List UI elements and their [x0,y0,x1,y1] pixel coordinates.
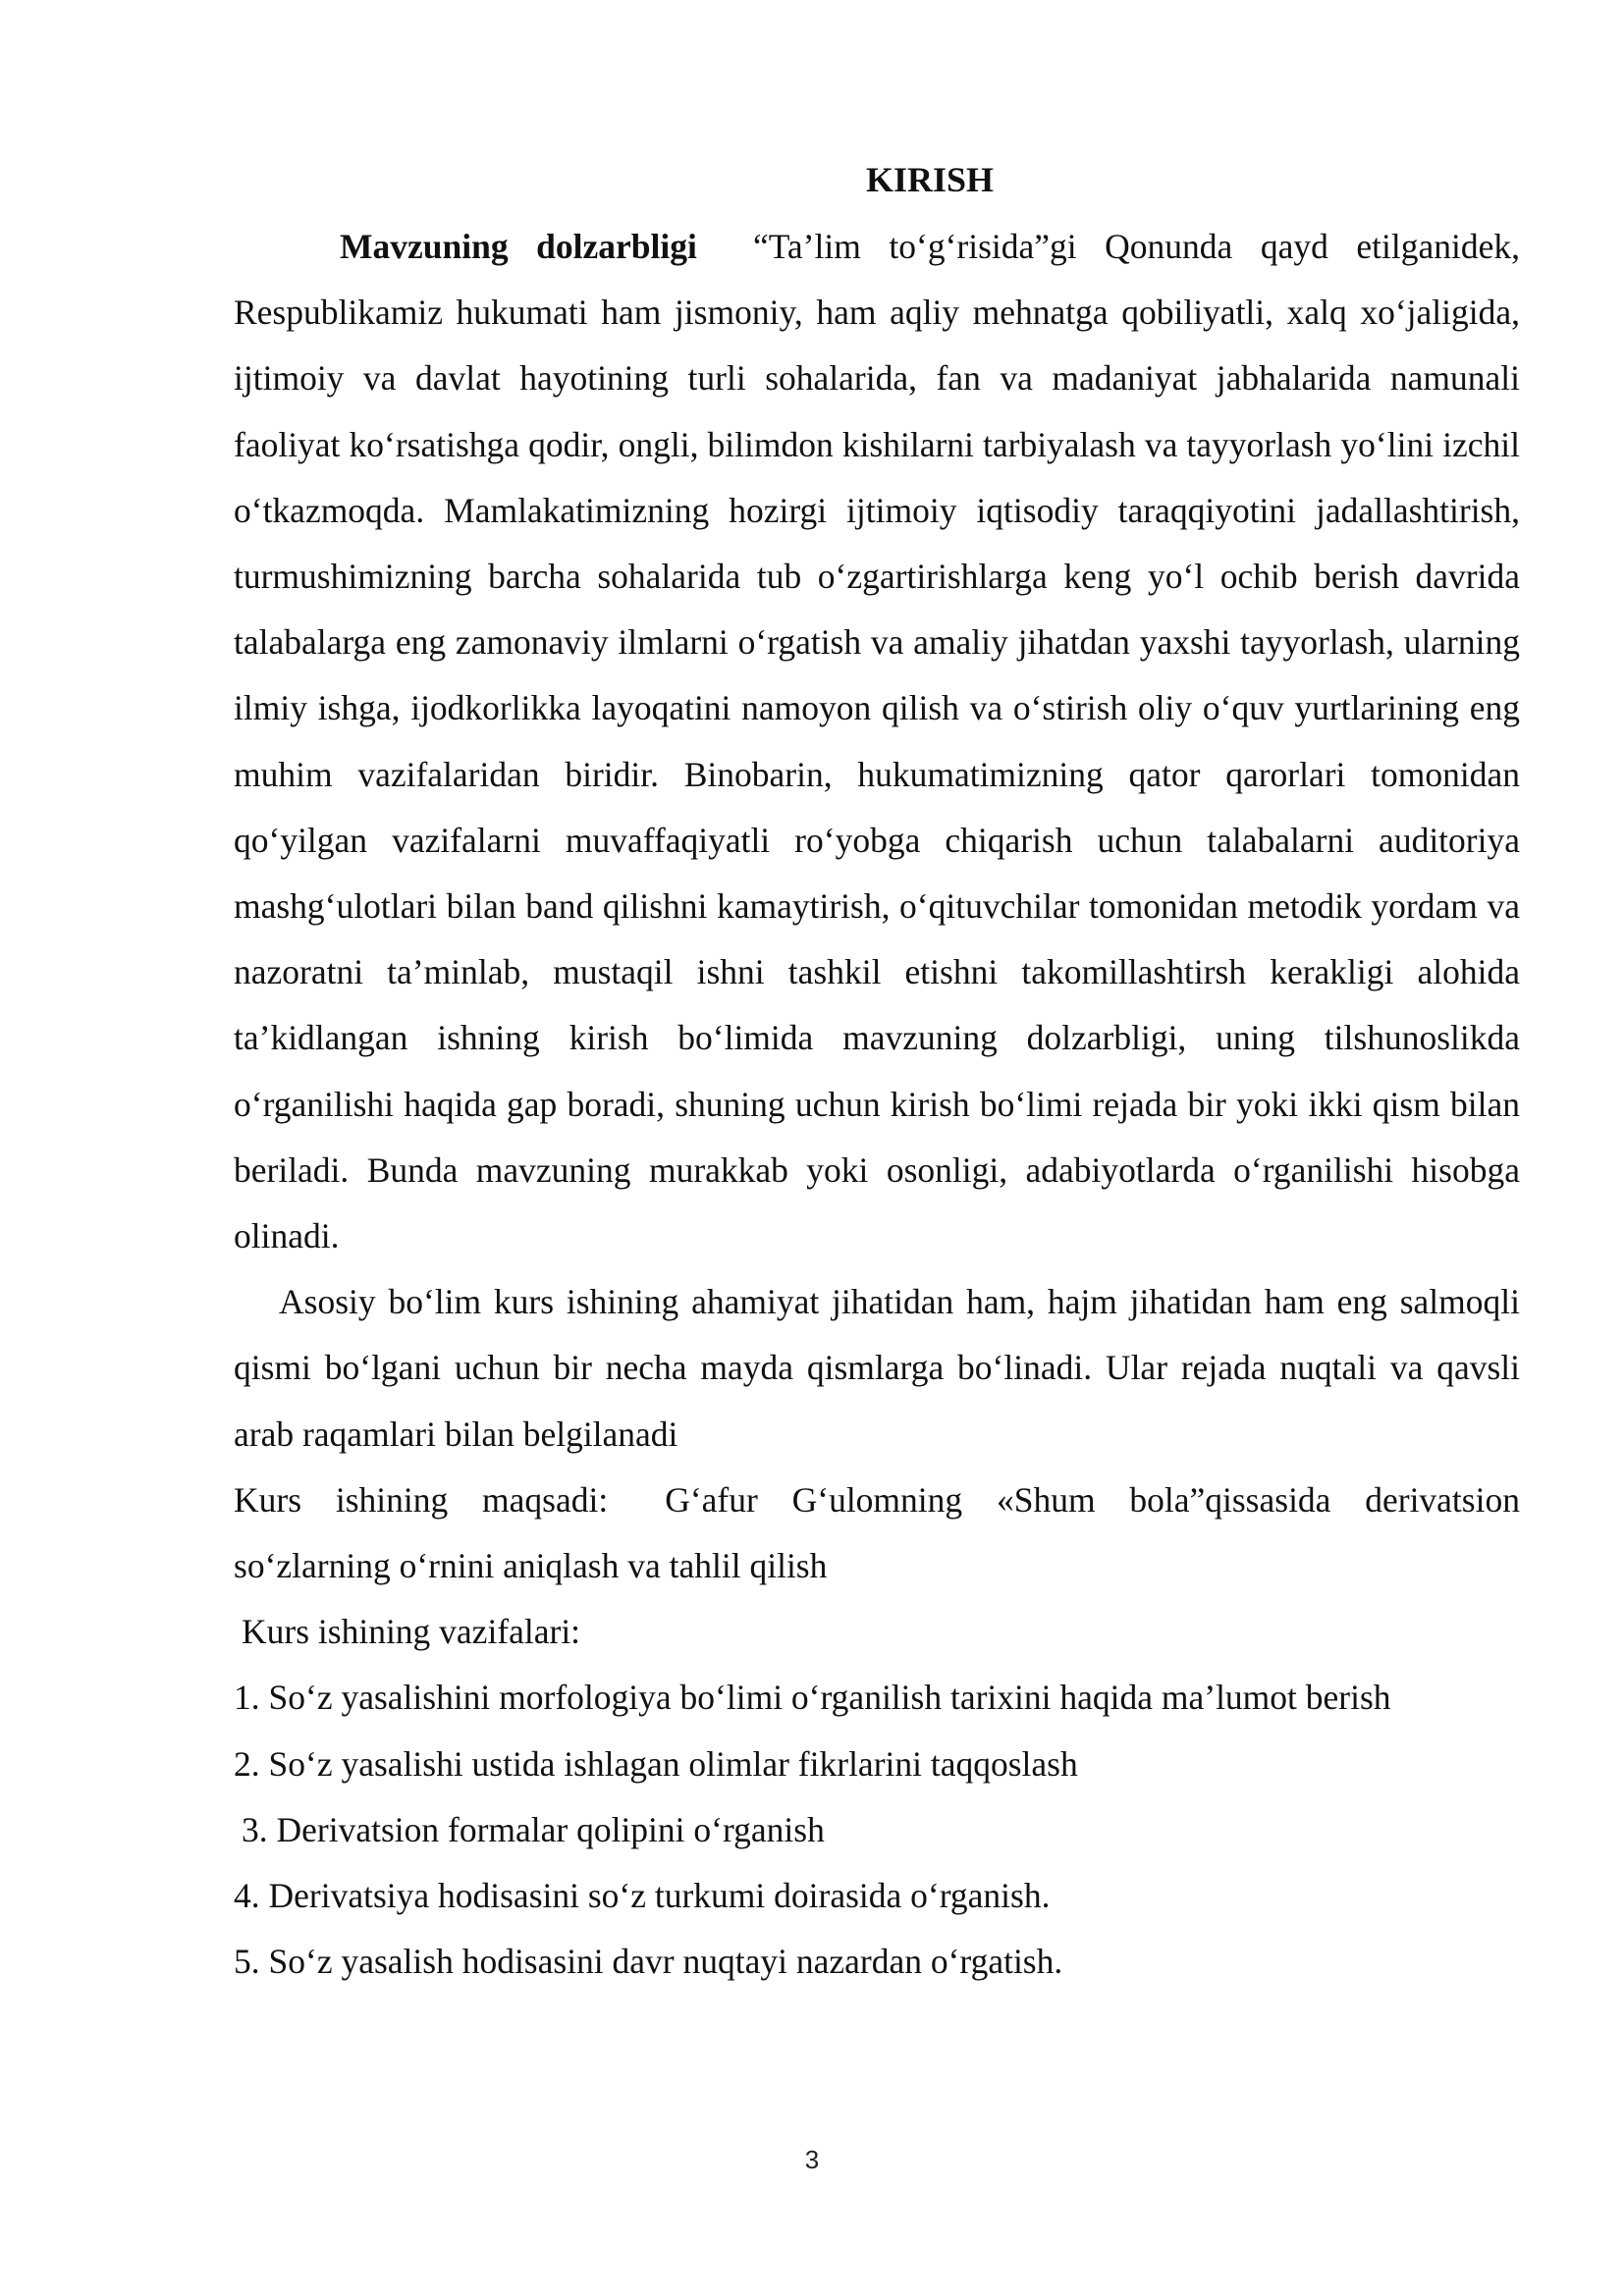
task-item: 2. So‘z yasalishi ustida ishlagan olimlar fikrlarini taqqoslash [234,1743,1078,1784]
aim-text: G‘afur G‘ulomning «Shum bola”qissasida derivatsion so‘zlarning o‘rnini aniqlash va tahlil qilish [234,1479,1520,1586]
page-number: 3 [804,2145,820,2174]
body-text [234,214,1520,1995]
aim-label: Kurs ishining maqsadi: [234,1479,609,1520]
task-item: 4. Derivatsiya hodisasini so‘z turkumi doirasida o‘rganish. [234,1876,1051,1916]
relevance-paragraph [234,214,1520,1269]
main-part-paragraph: Asosiy bo‘lim kurs ishining ahamiyat jihatidan ham, hajm jihatidan ham eng salmoqli qismi bo‘lgani uchun bir necha mayda qismlarga bo‘linadi. Ular rejada nuqtali va qavsli arab raqamlari bilan belgilanadi [234,1282,1520,1454]
relevance-text: “Ta’lim to‘g‘risida”gi Qonunda qayd etilganidek, Respublikamiz hukumati ham jismoniy, ham aqliy mehnatga qobiliyatli, xalq xo‘jaligida, ijtimoiy va davlat hayotining turli sohalarida, fan va madaniyat jabhalarida namunali faoliyat ko‘rsatishga qodir, ongli, bilimdon kishilarni tarbiyalash va tayyorlash yo‘lini izchil o‘tkazmoqda. Mamlakatimizning hozirgi ijtimoiy iqtisodiy taraqqiyotini jadallashtirish, turmushimizning barcha sohalarida tub o‘zgartirishlarga keng yo‘l ochib berish davrida talabalarga eng zamonaviy ilmlarni o‘rgatish va amaliy jihatdan yaxshi tayyorlash, ularning ilmiy ishga, ijodkorlikka layoqatini namoyon qilish va o‘stirish oliy o‘quv yurtlarining eng muhim vazifalaridan biridir. Binobarin, hukumatimizning qator qarorlari tomonidan qo‘yilgan vazifalarni muvaffaqiyatli ro‘yobga chiqarish uchun talabalarni auditoriya mashg‘ulotlari bilan band qilishni kamaytirish, o‘qituvchilar tomonidan metodik yordam va nazoratni ta’minlab, mustaqil ishni tashkil etishni takomillashtirsh kerakligi alohida ta’kidlangan ishning kirish bo‘limida mavzuning dolzarbligi, uning tilshunoslikda o‘rganilishi haqida gap boradi, shuning uchun kirish bo‘limi rejada bir yoki ikki qism bilan beriladi. Bunda mavzuning murakkab yoki osonligi, adabiyotlarda o‘rganilishi hisobga olinadi. [234,227,1521,1256]
relevance-heading: Mavzuning dolzarbligi [340,227,697,266]
tasks-label: Kurs ishining vazifalari: [242,1612,581,1652]
task-item: 1. So‘z yasalishini morfologiya bo‘limi o‘rganilish tarixini haqida ma’lumot berish [234,1678,1391,1718]
aim-paragraph [234,1468,1520,1599]
task-item: 3. Derivatsion formalar qolipini o‘rganish [242,1809,825,1849]
task-item: 5. So‘z yasalish hodisasini davr nuqtayi nazardan o‘rgatish. [234,1942,1063,1982]
section-title: KIRISH [865,160,995,199]
